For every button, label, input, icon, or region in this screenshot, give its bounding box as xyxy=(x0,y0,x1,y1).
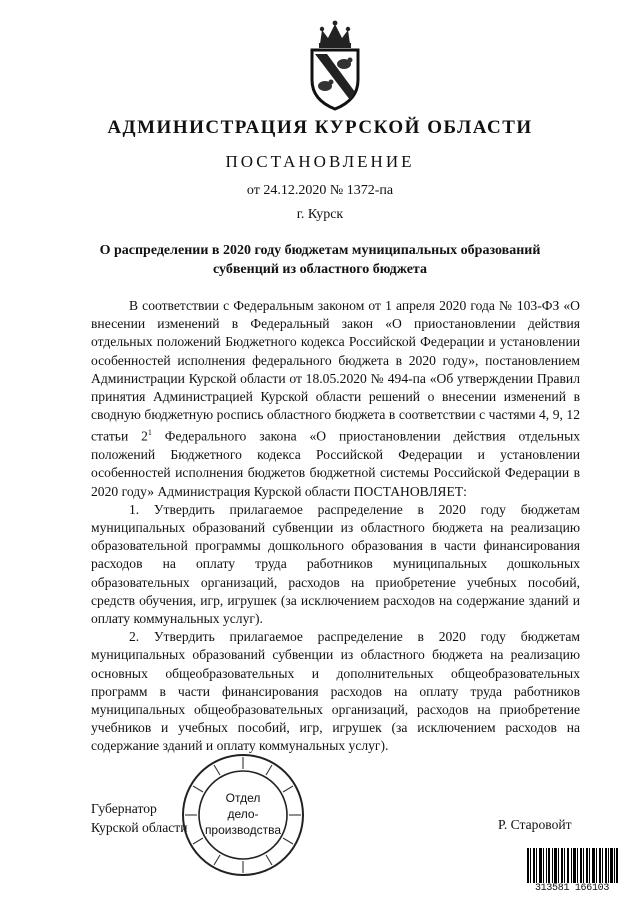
stamp-text-line: дело- xyxy=(227,807,259,821)
coat-of-arms-emblem xyxy=(306,14,364,112)
decree-item-1: 1. Утвердить прилагаемое распределение в 2020 году бюджетам муниципальных образований субвенции из областного бюджета на реализацию образовательной программы дошкольного образования в части финансирования расходов на оплату труда работников муниципальных дошкольных образовательных организаций, расходов на приобретение учебных пособий, средств обучения, игр, игрушек (за исключением расходов на содержание зданий и оплату коммунальных услуг). xyxy=(91,501,580,626)
office-stamp xyxy=(180,752,306,878)
document-city: г. Курск xyxy=(296,207,344,222)
document-type: ПОСТАНОВЛЕНИЕ xyxy=(225,152,415,171)
signatory-position-line: Курской области xyxy=(91,820,188,835)
signatory-position xyxy=(91,799,188,837)
signatory-name: Р. Старовойт xyxy=(498,817,572,832)
article-superscript: 1 xyxy=(147,428,152,438)
preamble-text: В соответствии с Федеральным законом от 1 апреля 2020 года № 103-ФЗ «О внесении изменений в Федеральный закон «О приостановлении действия отдельных положений Бюджетного кодекса Российской Федерации и установлении особенностей исполнения федерального бюджета в 2020 году», постановлением Администрации Курской области от 18.05.2020 № 494-па «Об утверждении Правил принятия Администрацией Курской области решений о внесении изменений в сводную бюджетную роспись областного бюджета в соответствии с частями 4, 9, 12 статьи 2 xyxy=(91,298,580,444)
document-date-number: от 24.12.2020 № 1372-па xyxy=(246,183,394,198)
stamp-text-line: производства xyxy=(204,823,282,837)
organization-name: АДМИНИСТРАЦИЯ КУРСКОЙ ОБЛАСТИ xyxy=(107,117,533,138)
barcode-digits: 313581 166103 xyxy=(526,883,618,894)
preamble-paragraph xyxy=(91,297,580,501)
stamp-text-line: Отдел xyxy=(225,791,261,805)
document-body xyxy=(91,297,580,756)
decree-item-2: 2. Утвердить прилагаемое распределение в 2020 году бюджетам муниципальных образований субвенции из областного бюджета на реализацию основных общеобразовательных и дополнительных общеобразовательных программ в части финансирования расходов на оплату труда работников муниципальных общеобразовательных организаций, расходов на приобретение учебников и учебных пособий, игр, игрушек (за исключением расходов на содержание зданий и оплату коммунальных услуг). xyxy=(91,629,580,754)
signatory-position-line: Губернатор xyxy=(91,801,157,816)
document-title-line: О распределении в 2020 году бюджетам муниципальных образований xyxy=(99,243,541,258)
preamble-text: Федерального закона «О приостановлении действия отдельных положений Бюджетного кодекса Российской Федерации и установлении особенностей исполнения бюджетов бюджетной системы Российской Федерации в 2020 году» Администрация Курской области ПОСТАНОВЛЯЕТ: xyxy=(91,428,580,499)
document-title xyxy=(0,241,640,279)
document-title-line: субвенций из областного бюджета xyxy=(213,262,427,277)
